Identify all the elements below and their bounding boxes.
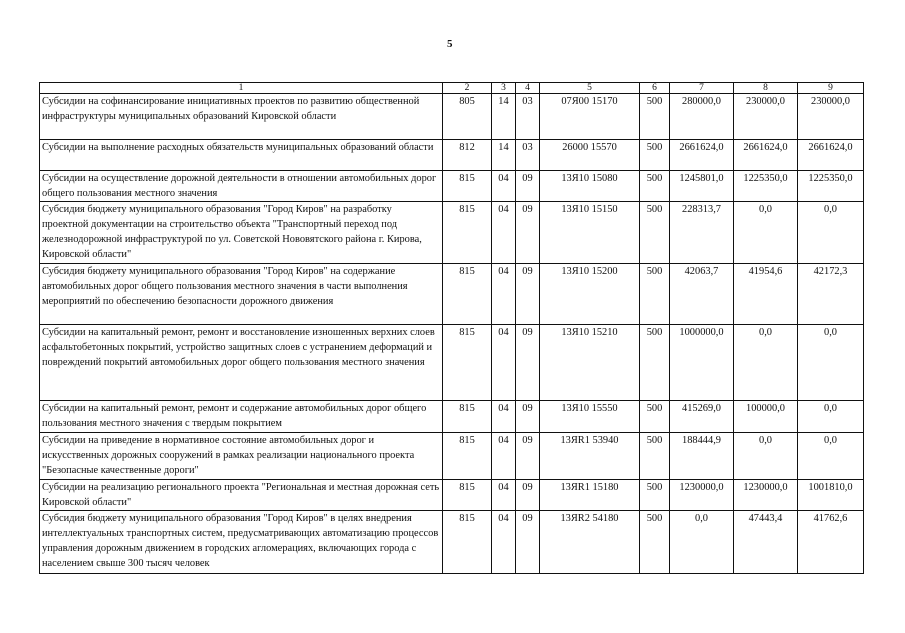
table-row (40, 480, 864, 511)
amount-col7: 415269,0 (670, 401, 734, 433)
subsection-code: 09 (516, 480, 540, 511)
header-row (40, 83, 864, 94)
ministry-code: 815 (443, 511, 492, 574)
subsidy-name: Субсидии на капитальный ремонт, ремонт и содержание автомобильных дорог общего пользования местного значения с твердым покрытием (40, 401, 443, 433)
ministry-code: 815 (443, 202, 492, 264)
table-row (40, 264, 864, 325)
amount-col8: 230000,0 (734, 94, 798, 140)
target-article-code: 13ЯR1 53940 (540, 433, 640, 480)
target-article-code: 13Я10 15550 (540, 401, 640, 433)
section-code: 04 (492, 511, 516, 574)
ministry-code: 805 (443, 94, 492, 140)
column-header: 4 (516, 83, 540, 94)
page-number: 5 (447, 38, 453, 50)
amount-col7: 2661624,0 (670, 140, 734, 171)
ministry-code: 815 (443, 171, 492, 202)
table-row (40, 202, 864, 264)
column-header: 6 (640, 83, 670, 94)
column-header: 2 (443, 83, 492, 94)
amount-col9: 2661624,0 (798, 140, 864, 171)
section-code: 04 (492, 325, 516, 401)
section-code: 04 (492, 264, 516, 325)
amount-col8: 1230000,0 (734, 480, 798, 511)
ministry-code: 815 (443, 433, 492, 480)
amount-col8: 47443,4 (734, 511, 798, 574)
target-article-code: 13Я10 15080 (540, 171, 640, 202)
expense-type-code: 500 (640, 433, 670, 480)
expense-type-code: 500 (640, 171, 670, 202)
ministry-code: 815 (443, 401, 492, 433)
expense-type-code: 500 (640, 511, 670, 574)
amount-col7: 228313,7 (670, 202, 734, 264)
amount-col9: 41762,6 (798, 511, 864, 574)
subsection-code: 09 (516, 171, 540, 202)
expense-type-code: 500 (640, 202, 670, 264)
section-code: 14 (492, 140, 516, 171)
target-article-code: 13ЯR2 54180 (540, 511, 640, 574)
target-article-code: 26000 15570 (540, 140, 640, 171)
column-header: 8 (734, 83, 798, 94)
expense-type-code: 500 (640, 94, 670, 140)
amount-col8: 0,0 (734, 325, 798, 401)
amount-col9: 0,0 (798, 401, 864, 433)
table-row (40, 325, 864, 401)
amount-col9: 0,0 (798, 202, 864, 264)
subsection-code: 09 (516, 202, 540, 264)
subsidy-name: Субсидии на выполнение расходных обязательств муниципальных образований области (40, 140, 443, 171)
ministry-code: 815 (443, 325, 492, 401)
amount-col7: 188444,9 (670, 433, 734, 480)
section-code: 04 (492, 480, 516, 511)
subsidy-name: Субсидия бюджету муниципального образования "Город Киров" в целях внедрения интеллектуальных транспортных систем, предусматривающих автоматизацию процессов управления дорожным движением в городских агломерациях, включающих города с населением свыше 300 тысяч человек (40, 511, 443, 574)
amount-col9: 0,0 (798, 325, 864, 401)
amount-col8: 100000,0 (734, 401, 798, 433)
expense-type-code: 500 (640, 140, 670, 171)
budget-table (39, 82, 864, 574)
subsidy-name: Субсидии на капитальный ремонт, ремонт и восстановление изношенных верхних слоев асфальтобетонных покрытий, устройство защитных слоев с устранением деформаций и повреждений покрытий автомобильных дорог общего пользования местного значения (40, 325, 443, 401)
expense-type-code: 500 (640, 264, 670, 325)
subsidy-name: Субсидии на реализацию регионального проекта "Региональная и местная дорожная сеть Кировской области" (40, 480, 443, 511)
section-code: 04 (492, 401, 516, 433)
table-row (40, 511, 864, 574)
section-code: 04 (492, 171, 516, 202)
column-header: 5 (540, 83, 640, 94)
target-article-code: 07Я00 15170 (540, 94, 640, 140)
subsection-code: 09 (516, 325, 540, 401)
expense-type-code: 500 (640, 325, 670, 401)
target-article-code: 13Я10 15200 (540, 264, 640, 325)
amount-col9: 1001810,0 (798, 480, 864, 511)
amount-col8: 41954,6 (734, 264, 798, 325)
amount-col7: 280000,0 (670, 94, 734, 140)
subsidy-name: Субсидии на приведение в нормативное состояние автомобильных дорог и искусственных дорожных сооружений в рамках реализации национального проекта "Безопасные качественные дороги" (40, 433, 443, 480)
amount-col7: 0,0 (670, 511, 734, 574)
section-code: 14 (492, 94, 516, 140)
amount-col8: 1225350,0 (734, 171, 798, 202)
subsidy-name: Субсидии на осуществление дорожной деятельности в отношении автомобильных дорог общего пользования местного значения (40, 171, 443, 202)
amount-col7: 1245801,0 (670, 171, 734, 202)
expense-type-code: 500 (640, 480, 670, 511)
table-row (40, 433, 864, 480)
column-header: 9 (798, 83, 864, 94)
amount-col8: 0,0 (734, 433, 798, 480)
column-header: 3 (492, 83, 516, 94)
amount-col9: 42172,3 (798, 264, 864, 325)
subsidy-name: Субсидия бюджету муниципального образования "Город Киров" на содержание автомобильных дорог общего пользования местного значения в части выполнения мероприятий по обеспечению безопасности дорожного движения (40, 264, 443, 325)
subsection-code: 03 (516, 94, 540, 140)
subsection-code: 09 (516, 264, 540, 325)
amount-col9: 1225350,0 (798, 171, 864, 202)
amount-col9: 0,0 (798, 433, 864, 480)
ministry-code: 815 (443, 480, 492, 511)
table-row (40, 401, 864, 433)
section-code: 04 (492, 433, 516, 480)
target-article-code: 13Я10 15150 (540, 202, 640, 264)
table-row (40, 94, 864, 140)
ministry-code: 815 (443, 264, 492, 325)
target-article-code: 13ЯR1 15180 (540, 480, 640, 511)
section-code: 04 (492, 202, 516, 264)
amount-col8: 2661624,0 (734, 140, 798, 171)
amount-col7: 1000000,0 (670, 325, 734, 401)
subsidy-name: Субсидия бюджету муниципального образования "Город Киров" на разработку проектной документации на строительство объекта "Транспортный переход под железнодорожной инфраструктурой по ул. Советской Нововятского района г. Кирова, Кировской области" (40, 202, 443, 264)
table-row (40, 171, 864, 202)
amount-col8: 0,0 (734, 202, 798, 264)
target-article-code: 13Я10 15210 (540, 325, 640, 401)
amount-col7: 1230000,0 (670, 480, 734, 511)
expense-type-code: 500 (640, 401, 670, 433)
table-row (40, 140, 864, 171)
amount-col9: 230000,0 (798, 94, 864, 140)
amount-col7: 42063,7 (670, 264, 734, 325)
subsection-code: 09 (516, 433, 540, 480)
ministry-code: 812 (443, 140, 492, 171)
column-header: 1 (40, 83, 443, 94)
subsection-code: 09 (516, 401, 540, 433)
column-header: 7 (670, 83, 734, 94)
subsection-code: 03 (516, 140, 540, 171)
subsection-code: 09 (516, 511, 540, 574)
subsidy-name: Субсидии на софинансирование инициативных проектов по развитию общественной инфраструктуры муниципальных образований Кировской области (40, 94, 443, 140)
